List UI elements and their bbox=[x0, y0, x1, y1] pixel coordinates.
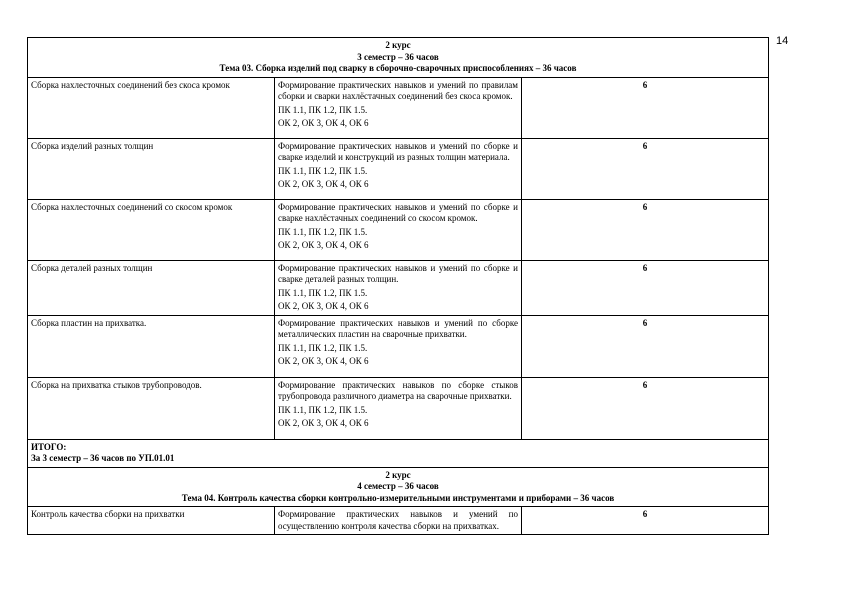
row-description-cell bbox=[275, 138, 522, 199]
row-ok-codes: ОК 2, ОК 3, ОК 4, ОК 6 bbox=[278, 356, 369, 366]
row-pk-codes: ПК 1.1, ПК 1.2, ПК 1.5. bbox=[278, 226, 368, 237]
row-name: Сборка на прихватка стыков трубопроводов. bbox=[28, 377, 275, 439]
row-hours: 6 bbox=[522, 77, 769, 138]
section2-semester: 4 семестр – 36 часов bbox=[357, 481, 439, 491]
page-number: 14 bbox=[776, 35, 789, 47]
row-name: Сборка изделий разных толщин bbox=[28, 138, 275, 199]
table-row bbox=[28, 77, 769, 138]
section2-header bbox=[28, 467, 769, 507]
row-ok-codes: ОК 2, ОК 3, ОК 4, ОК 6 bbox=[278, 118, 369, 128]
row-description: Формирование практических навыков по сборке стыков трубопровода различного диаметра на сварочные прихватки. bbox=[278, 379, 518, 401]
row-description-cell bbox=[275, 507, 522, 535]
section1-header-row bbox=[28, 38, 769, 78]
row-pk-codes: ПК 1.1, ПК 1.2, ПК 1.5. bbox=[278, 104, 368, 115]
section1-topic: Тема 03. Сборка изделий под сварку в сборочно-сварочных приспособлениях – 36 часов bbox=[219, 63, 577, 73]
row-description-cell bbox=[275, 315, 522, 377]
row-description: Формирование практических навыков и умений по сборке и сварке изделий и конструкций из разных толщин материала. bbox=[278, 140, 518, 162]
row-ok-codes: ОК 2, ОК 3, ОК 4, ОК 6 bbox=[278, 179, 369, 189]
row-description-cell bbox=[275, 260, 522, 315]
row-hours: 6 bbox=[522, 138, 769, 199]
row-pk-codes: ПК 1.1, ПК 1.2, ПК 1.5. bbox=[278, 287, 368, 298]
row-name: Сборка деталей разных толщин bbox=[28, 260, 275, 315]
row-description-cell bbox=[275, 377, 522, 439]
row-hours: 6 bbox=[522, 377, 769, 439]
row-ok-codes: ОК 2, ОК 3, ОК 4, ОК 6 bbox=[278, 240, 369, 250]
row-name: Сборка нахлесточных соединений без скоса кромок bbox=[28, 77, 275, 138]
table-row bbox=[28, 260, 769, 315]
row-description: Формирование практических навыков и умений по сборке и сварке нахлёстачных соединений со скосом кромок. bbox=[278, 201, 518, 223]
section1-header bbox=[28, 38, 769, 78]
row-hours: 6 bbox=[522, 199, 769, 260]
row-hours: 6 bbox=[522, 260, 769, 315]
row-ok-codes: ОК 2, ОК 3, ОК 4, ОК 6 bbox=[278, 301, 369, 311]
total-label: ИТОГО: bbox=[31, 441, 67, 452]
total-cell bbox=[28, 439, 769, 467]
row-pk-codes: ПК 1.1, ПК 1.2, ПК 1.5. bbox=[278, 342, 368, 353]
section2-topic: Тема 04. Контроль качества сборки контрольно-измерительными инструментами и приборами – 36 часов bbox=[181, 492, 615, 503]
section2-course: 2 курс bbox=[385, 469, 411, 480]
row-ok-codes: ОК 2, ОК 3, ОК 4, ОК 6 bbox=[278, 418, 369, 428]
row-hours: 6 bbox=[522, 315, 769, 377]
row-description: Формирование практических навыков и умений по осуществлению контроля качества сборки на прихватках. bbox=[278, 509, 518, 531]
row-name: Сборка пластин на прихватка. bbox=[28, 315, 275, 377]
table-row bbox=[28, 199, 769, 260]
row-description: Формирование практических навыков и умений по сборке и сварке деталей разных толщин. bbox=[278, 262, 518, 284]
total-row bbox=[28, 439, 769, 467]
section1-course: 2 курс bbox=[385, 40, 411, 50]
row-name: Сборка нахлесточных соединений со скосом кромок bbox=[28, 199, 275, 260]
table-row bbox=[28, 138, 769, 199]
row-description-cell bbox=[275, 199, 522, 260]
row-pk-codes: ПК 1.1, ПК 1.2, ПК 1.5. bbox=[278, 165, 368, 176]
section2-header-row bbox=[28, 467, 769, 507]
row-name: Контроль качества сборки на прихватки bbox=[28, 507, 275, 535]
practice-plan-table bbox=[27, 37, 769, 535]
table-row bbox=[28, 507, 769, 535]
total-text: За 3 семестр – 36 часов по УП.01.01 bbox=[31, 453, 175, 463]
table-row bbox=[28, 377, 769, 439]
row-pk-codes: ПК 1.1, ПК 1.2, ПК 1.5. bbox=[278, 404, 368, 415]
table-row bbox=[28, 315, 769, 377]
section1-semester: 3 семестр – 36 часов bbox=[357, 51, 439, 62]
row-description: Формирование практических навыков и умений по сборке металлических пластин на сварочные прихватки. bbox=[278, 317, 518, 339]
row-description-cell bbox=[275, 77, 522, 138]
row-description: Формирование практических навыков и умений по правилам сборки и сварки нахлёстачных соединений без скоса кромок. bbox=[278, 79, 518, 101]
row-hours: 6 bbox=[522, 507, 769, 535]
